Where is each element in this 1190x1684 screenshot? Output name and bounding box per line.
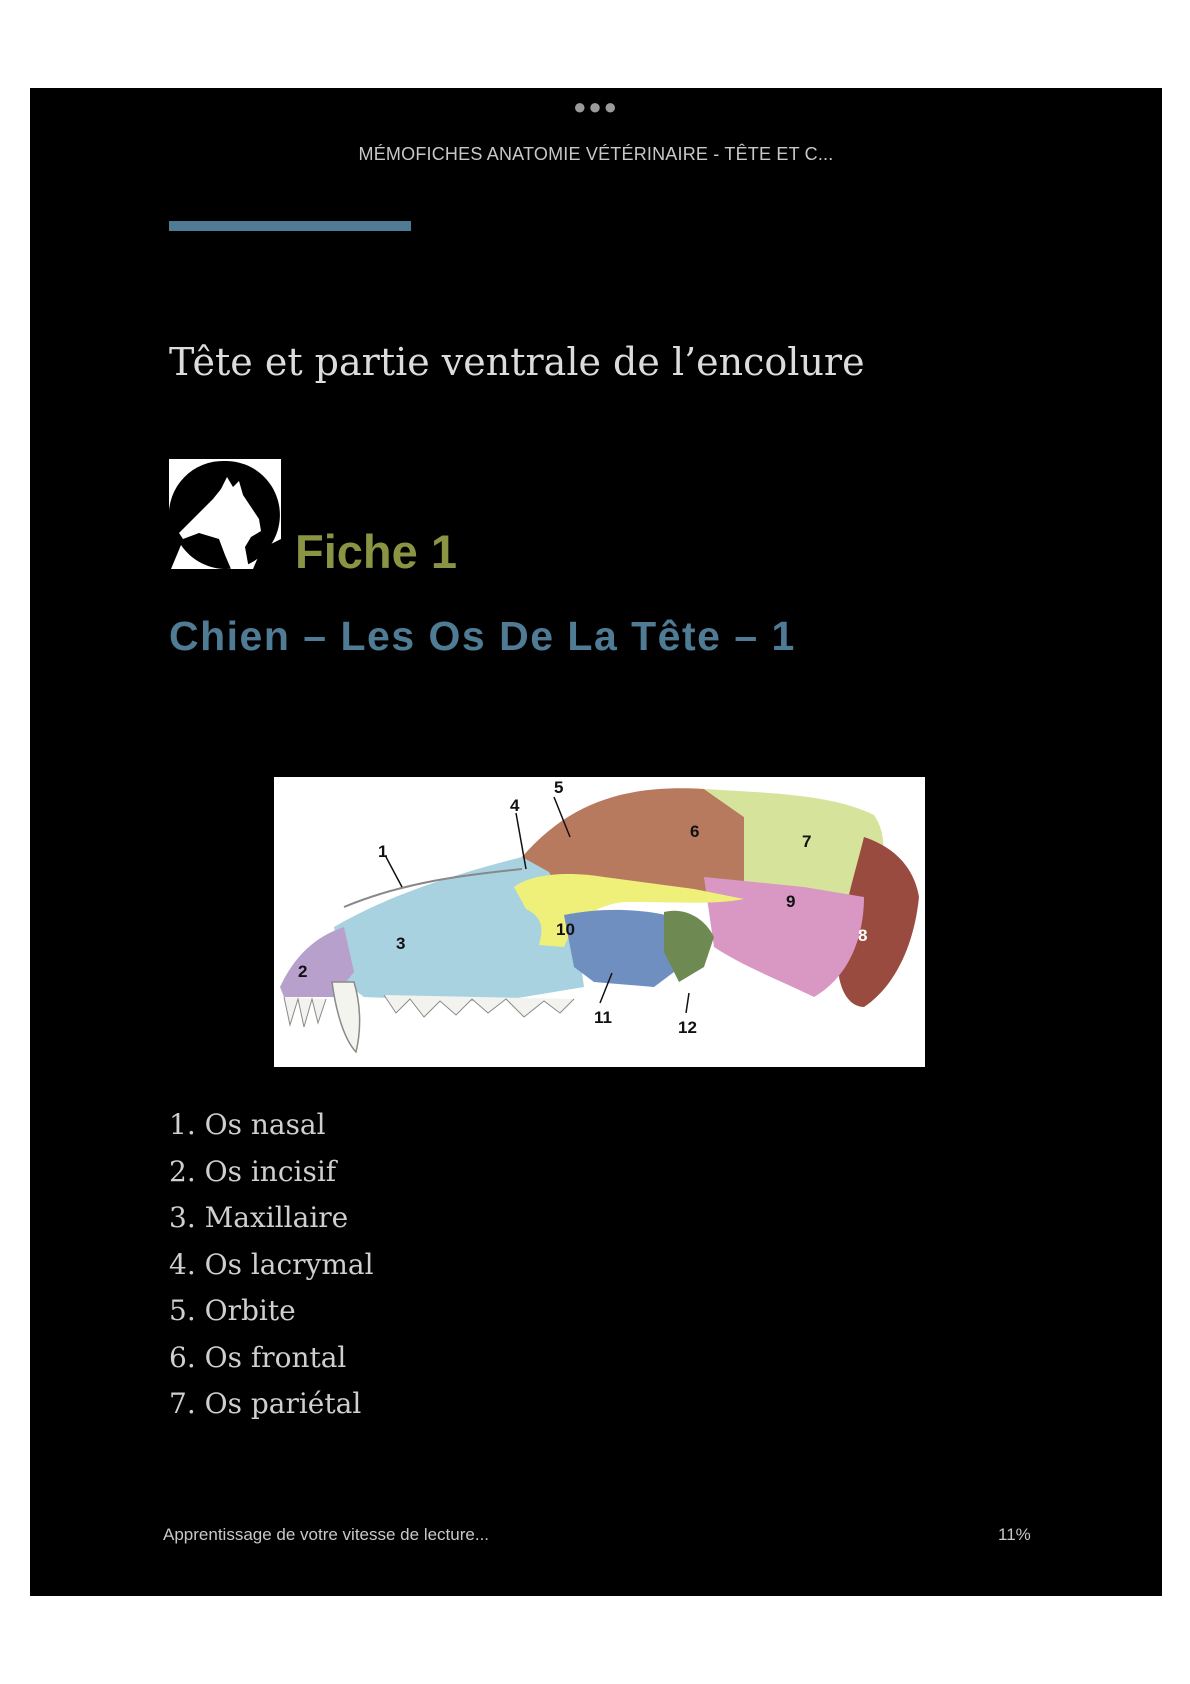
chapter-title: Tête et partie ventrale de l’encolure xyxy=(169,340,865,384)
figure-label-3: 3 xyxy=(396,934,406,953)
legend-item: 1. Os nasal xyxy=(169,1108,326,1141)
legend-item: 5. Orbite xyxy=(169,1294,296,1327)
book-title[interactable]: MÉMOFICHES ANATOMIE VÉTÉRINAIRE - TÊTE ET C... xyxy=(358,144,834,164)
figure-label-9: 9 xyxy=(786,892,796,911)
fiche-label: Fiche 1 xyxy=(295,525,457,578)
figure-label-6: 6 xyxy=(690,822,700,841)
accent-bar xyxy=(169,221,411,231)
figure-label-10: 10 xyxy=(556,920,575,939)
legend-item: 6. Os frontal xyxy=(169,1340,347,1374)
figure-label-11: 11 xyxy=(594,1008,612,1027)
progress-percent: 11% xyxy=(998,1525,1031,1544)
legend-item: 4. Os lacrymal xyxy=(169,1247,374,1281)
skull-figure xyxy=(274,777,925,1067)
more-dots-icon[interactable]: ●●● xyxy=(573,94,619,119)
reader-page[interactable] xyxy=(30,88,1162,1596)
figure-label-4: 4 xyxy=(510,796,520,815)
figure-label-8: 8 xyxy=(858,926,868,945)
legend-item: 3. Maxillaire xyxy=(169,1201,349,1234)
reading-speed-status: Apprentissage de votre vitesse de lecture... xyxy=(163,1525,490,1544)
section-title: Chien – Les Os De La Tête – 1 xyxy=(169,613,796,659)
figure-label-12: 12 xyxy=(678,1018,697,1037)
legend-item: 7. Os pariétal xyxy=(169,1387,362,1420)
figure-label-5: 5 xyxy=(554,778,564,797)
figure-label-1: 1 xyxy=(378,842,388,861)
dog-head-logo-icon xyxy=(169,459,281,569)
figure-label-7: 7 xyxy=(802,832,812,851)
legend-item: 2. Os incisif xyxy=(169,1154,337,1188)
legend-list xyxy=(169,1102,374,1428)
figure-label-2: 2 xyxy=(298,962,308,981)
